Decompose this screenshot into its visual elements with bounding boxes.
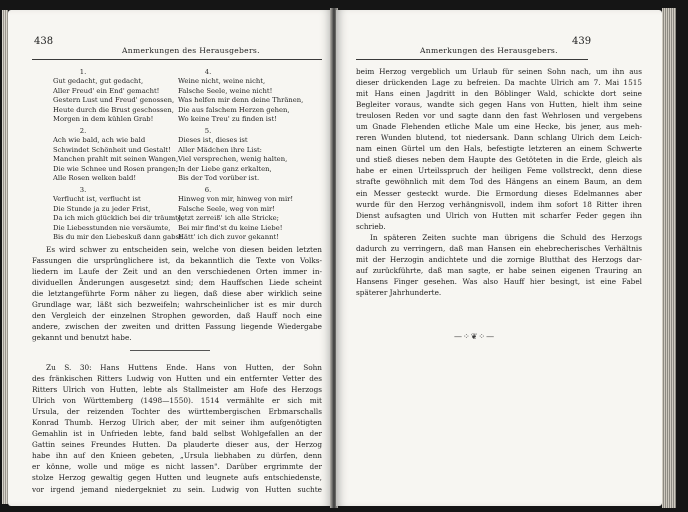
verse-line: Die aus falschem Herzen gehen, (178, 105, 290, 114)
text-line: dieser drückenden Lage zu befreien. Da machte Ulrich am 7. Mai 1515 (356, 78, 642, 88)
verse-line: Was helfen mir denn deine Thränen, (178, 96, 304, 105)
verse-line: Hätt' ich dich zuvor gekannt! (178, 233, 279, 242)
text-line: um Gnade Flehenden etliche Male um eine Hecke, bis jener, aus meh- (356, 122, 642, 132)
header-rule-right (356, 59, 588, 60)
text-line: Ulrich von Württemberg (1498—1550). 1514 vermählte er sich mit (32, 396, 322, 406)
verse-line: Bis du mir den Liebeskuß dann gabst. (53, 233, 184, 242)
verse-line: Ach wie bald, ach wie bald (53, 136, 146, 145)
verse-line: Verflucht ist, verflucht ist (53, 195, 141, 204)
text-line: andere, zwischen der zweiten und dritten Fassung liegende Wiedergabe (32, 322, 322, 332)
verse-line: Schwindet Schönheit und Gestalt! (53, 145, 171, 154)
stanza-number: 6. (204, 186, 212, 194)
verse-line: Hinweg von mir, hinweg von mir! (178, 195, 294, 204)
right-page (336, 10, 662, 506)
text-line: Zu S. 30: Hans Huttens Ende. Hans von Hutten, der Sohn (46, 363, 322, 372)
verse-line: Gestern Lust und Freud' genossen, (53, 96, 175, 105)
text-line: die letztangeführte Form näher zu liegen, daß diese aber wirklich seine (32, 289, 322, 299)
text-line: mit Hans einen Jagdritt in den Böblinger Wald, schickte dort seine (356, 89, 642, 99)
text-line: Dienst aufsagten und Ulrich von Hutten mit scharfer Feder gegen ihn (356, 210, 642, 220)
text-line: vor irgend jemand niedergekniet zu sein. Ludwig von Hutten suchte (32, 484, 322, 494)
text-line: ein Messer gesteckt wurde. Die Ermordung dieses Edelmannes aber (356, 188, 642, 198)
page-number-right: 439 (572, 36, 592, 47)
stanza-5 (178, 127, 313, 183)
text-line: In späteren Zeiten suchte man übrigens die Schuld des Herzogs (370, 233, 642, 242)
text-line: treulosen Reden vor und sagte dann den fast Wehrlosen und vergebens (356, 111, 642, 121)
text-line: mit der Herzogin andichtete und die zornige Blutthat des Herzogs dar- (356, 255, 642, 265)
text-line: strafte gewöhnlich mit dem Tod des Hängens an einem Baum, an dem (356, 177, 642, 187)
running-head-left: Anmerkungen des Herausgebers. (122, 46, 260, 55)
stanza-number: 2. (79, 127, 87, 135)
verse-line: Gut gedacht, gut gedacht, (53, 77, 144, 86)
text-line: reren Wunden blutend, tot niedersank. Dann schlang Ulrich dem Leich- (356, 133, 642, 143)
stanza-1 (53, 68, 188, 124)
text-line: auf zurückführte, daß man sagte, er habe seinen eigenen Trauring an (356, 266, 642, 276)
text-line: Gattin seines Freundes Hutten. Da plauderte dieser aus, der Herzog (32, 440, 322, 450)
verse-line: Die wie Schnee und Rosen prangen; (53, 164, 178, 173)
text-line: liedern im Laufe der Zeit und an den verschiedenen Orten immer in- (32, 267, 322, 277)
text-line: wurde für den Herzog verhängnisvoll, indem ihm sofort 18 Ritter ihren (356, 199, 642, 209)
text-line: dadurch zu verringern, daß man Hansen ein ehebrecherisches Verhältnis (356, 244, 642, 254)
note-continuation (356, 66, 642, 232)
verse-line: Manchen prahlt mit seinen Wangen, (53, 155, 179, 164)
text-line: Konrad Thumb. Herzog Ulrich aber, der mit seiner ihm aufgenötigten (32, 418, 322, 428)
verse-line: Da ich mich glücklich bei dir träumte, (53, 214, 185, 223)
verse-line: Falsche Seele, weine nicht! (178, 86, 273, 95)
verse-line: Die Stunde ja zu jeder Frist, (53, 204, 151, 213)
text-line: Fassungen die ursprünglichere ist, da bekanntlich die Texte von Volks- (32, 256, 322, 266)
verse-line: Viel versprechen, wenig halten, (178, 155, 288, 164)
stanza-6 (178, 186, 313, 242)
text-line: nam einen Gürtel um den Hals, befestigte letzteren an einem Schwerte (356, 144, 642, 154)
verse-line: Alle Rosen welken bald! (53, 174, 137, 183)
verse-line: Heute durch die Brust geschossen, (53, 105, 174, 114)
verse-line: Bis der Tod vorüber ist. (178, 174, 260, 183)
text-line: Ritters Ulrich von Hutten, lebte als Stallmeister am Hofe des Herzogs (32, 385, 322, 395)
verse-line: Wo keine Treu' zu finden ist! (178, 115, 277, 124)
text-line: und stieß dieses neben dem Haupte des Getöteten in die Erde, gleich als (356, 155, 642, 165)
text-line: habe ihn auf den Knieen gebeten, „Ursula liebhaben zu dürfen, denn (32, 451, 322, 461)
text-line: Es wird schwer zu entscheiden sein, welche von diesen beiden letzten (46, 245, 322, 254)
verse-line: Weine nicht, weine nicht, (178, 77, 266, 86)
verse-line: Dieses ist, dieses ist (178, 136, 248, 145)
verse-line: Aller Mädchen ihre List: (178, 145, 262, 154)
stanza-2 (53, 127, 188, 183)
text-line: des fränkischen Ritters Ludwig von Hutten und ein entfernter Vetter des (32, 374, 322, 384)
section-separator (130, 350, 210, 351)
text-line: Hansens Finger gesehen. Was also Hauff hier besingt, ist eine Fabel (356, 277, 642, 287)
verse-line: Morgen in dem kühlen Grab! (53, 115, 154, 124)
running-head-right: Anmerkungen des Herausgebers. (420, 46, 558, 55)
stanza-number: 5. (204, 127, 212, 135)
verse-line: Die Liebesstunden nie versäumte, (53, 223, 171, 232)
verse-line: Falsche Seele, weg von mir! (178, 204, 275, 213)
verse-line: In der Liebe ganz erkalten, (178, 164, 272, 173)
stanza-3 (53, 186, 188, 242)
text-line: gekannt und benutzt habe. (32, 333, 132, 343)
text-line: dividuellen Änderungen ausgesetzt sind; dem Hauffschen Liede scheint (32, 278, 322, 288)
verse-line: Bei mir find'st du keine Liebe! (178, 223, 283, 232)
text-line: Grundlage war, läßt sich bezweifeln; wahrscheinlicher ist es mir durch (32, 300, 322, 310)
stanza-4 (178, 68, 313, 124)
text-line: stolze Herzog gewaltig gegen Hutten und leugnete aufs entschiedenste, (32, 473, 322, 483)
page-number-left: 438 (34, 36, 54, 47)
page-edges-right (662, 8, 676, 508)
text-line: Ursula, der reizenden Tochter des württembergischen Erbmarschalls (32, 407, 322, 417)
verse-line: Aller Freud' ein End' gemacht! (53, 86, 160, 95)
stanza-number: 3. (79, 186, 87, 194)
text-line: Begleiter voraus, wandte sich gegen Hans von Hutten, hielt ihm seine (356, 100, 642, 110)
verse-line: Jetzt zerreiß' ich alle Stricke; (178, 214, 279, 223)
stanza-number: 4. (204, 68, 212, 76)
note-later-interpretation (356, 232, 642, 298)
text-line: er könne, wolle und möge es nicht lassen". Darüber ergrimmte der (32, 462, 322, 472)
commentary-paragraph (32, 244, 322, 343)
left-page (8, 10, 332, 506)
text-line: beim Herzog vergeblich um Urlaub für seinen Sohn nach, um ihn aus (356, 67, 642, 76)
text-line: Gemahlin ist in Unfrieden lebte, fand bald selbst Wohlgefallen an der (32, 429, 322, 439)
text-line: späterer Jahrhunderte. (356, 288, 442, 298)
ornament-divider: —⁘❦⁘— (454, 332, 496, 341)
text-line: schrieb. (356, 221, 386, 231)
stanza-number: 1. (79, 68, 87, 76)
text-line: habe er einen Urteilsspruch der heiligen Feme vollstreckt, denn diese (356, 166, 642, 176)
note-hans-huttens-ende (32, 362, 322, 495)
text-line: den Vergleich der einzelnen Strophen geworden, daß Hauff noch eine (32, 311, 322, 321)
